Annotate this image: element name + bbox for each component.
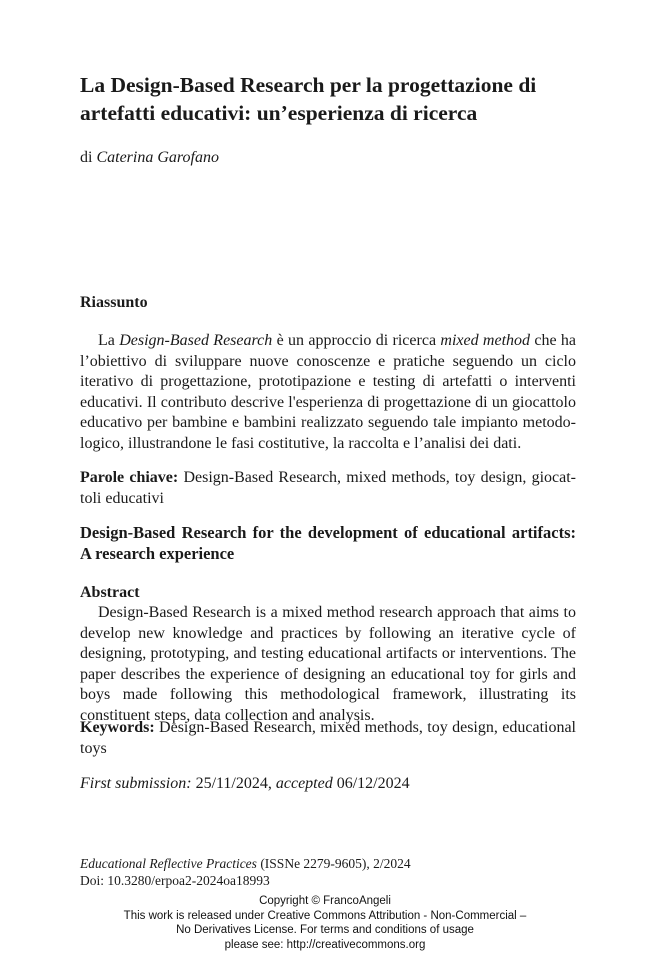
riassunto-text-1: La xyxy=(98,332,120,349)
journal-name: Educational Reflective Practices xyxy=(80,856,257,871)
english-title: Design-Based Research for the development of educational artifacts: A research experience xyxy=(80,523,576,563)
riassunto-heading: Riassunto xyxy=(80,294,148,311)
copyright-notice xyxy=(0,894,650,952)
accepted-label: accepted xyxy=(275,775,333,792)
article-title: La Design-Based Research per la progettazione di artefatti educativi: un’esperienza di ricerca xyxy=(80,73,537,125)
first-submission-label: First submission: xyxy=(80,775,192,792)
author-line xyxy=(80,149,219,167)
abstract-heading: Abstract xyxy=(80,584,140,601)
journal-citation xyxy=(80,856,576,873)
parole-chiave-text: Design-Based Research, mixed methods, toy design, giocat-toli educativi xyxy=(80,469,576,507)
keywords xyxy=(80,718,576,759)
accepted-date: 06/12/2024 xyxy=(332,775,410,792)
journal-footer xyxy=(80,856,576,889)
parole-chiave-label: Parole chiave: xyxy=(80,469,179,486)
riassunto-text-3: è un approccio di ricerca xyxy=(272,332,441,349)
parole-chiave xyxy=(80,468,576,509)
journal-issn: (ISSNe 2279-9605), 2/2024 xyxy=(256,856,411,871)
riassunto-term-mixed-method: mixed method xyxy=(440,332,531,349)
first-submission-date: 25/11/2024, xyxy=(191,775,276,792)
author-name: Caterina Garofano xyxy=(96,149,219,166)
author-prefix: di xyxy=(80,149,93,166)
riassunto-paragraph xyxy=(80,331,576,454)
journal-doi: Doi: 10.3280/erpoa2-2024oa18993 xyxy=(80,872,270,888)
submission-dates xyxy=(80,774,576,795)
riassunto-term-dbr: Design-Based Research xyxy=(119,332,273,349)
copyright-line-4: please see: http://creativecommons.org xyxy=(224,938,426,951)
riassunto-text-5: che ha l’obiettivo di sviluppare nuove conoscenze e pratiche seguendo un ciclo iterativo di progettazione, prototipazione e testing di artefatti o interventi educativi. Il contributo descrive l'esperienza di progettazione di un giocattolo educativo per bambine e bambini realizzato seguendo tale impianto metodo-logico, illustrandone le fasi costitutive, la raccolta e l’analisi dei dati. xyxy=(80,332,577,452)
copyright-line-1: Copyright © FrancoAngeli xyxy=(259,895,391,907)
keywords-text: Design-Based Research, mixed methods, toy design, educational toys xyxy=(80,719,576,757)
copyright-line-3: No Derivatives License. For terms and conditions of usage xyxy=(176,924,474,936)
abstract-paragraph: Design-Based Research is a mixed method research approach that aims to develop new knowledge and practices by following an iterative cycle of designing, prototyping, and testing educational artifacts or interventions. The paper describes the experience of designing an educational toy for girls and boys made following this methodological framework, illustrating its constituent steps, data collection and analysis. xyxy=(80,604,576,724)
copyright-line-2: This work is released under Creative Commons Attribution - Non-Commercial – xyxy=(123,909,527,922)
keywords-label: Keywords: xyxy=(80,719,155,736)
